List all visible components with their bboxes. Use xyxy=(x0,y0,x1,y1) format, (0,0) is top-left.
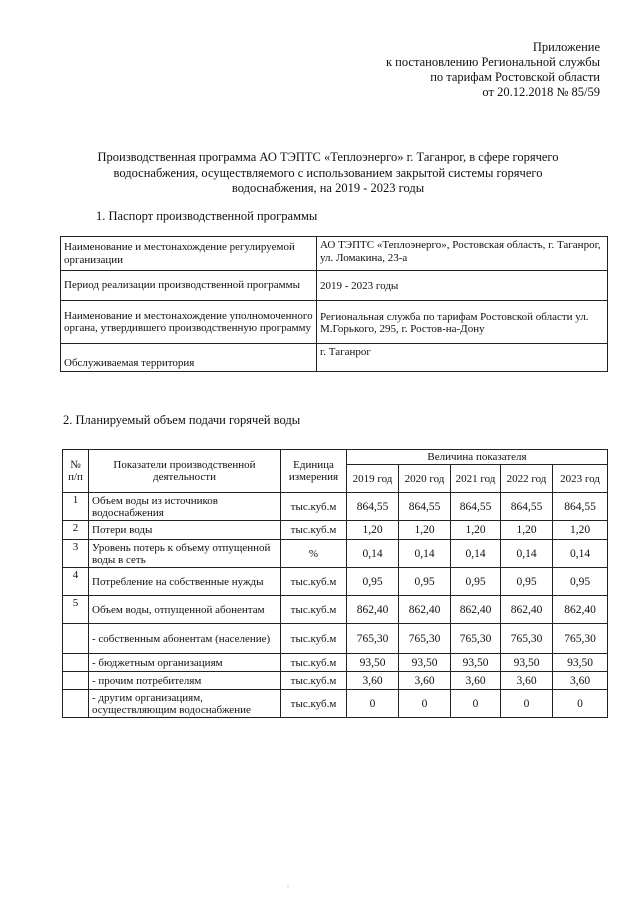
table-body xyxy=(63,493,608,718)
row-value: 864,55 xyxy=(347,493,399,521)
row-value: 93,50 xyxy=(347,654,399,672)
row-value: 862,40 xyxy=(501,596,553,624)
row-value: 0,95 xyxy=(347,568,399,596)
table-row xyxy=(63,624,608,654)
row-value: 0,14 xyxy=(399,540,451,568)
row-value: 0,14 xyxy=(451,540,501,568)
row-value: 765,30 xyxy=(451,624,501,654)
row-number: 5 xyxy=(63,596,89,624)
row-value: 0 xyxy=(347,690,399,718)
row-number: 3 xyxy=(63,540,89,568)
appendix-line: Приложение xyxy=(532,40,600,54)
col-header-year: 2022 год xyxy=(501,465,553,493)
row-indicator: Уровень потерь к объему отпущенной воды в сеть xyxy=(89,540,281,568)
col-header-year: 2023 год xyxy=(553,465,608,493)
row-value: 1,20 xyxy=(399,521,451,540)
row-value: 864,55 xyxy=(399,493,451,521)
section-2-heading: 2. Планируемый объем подачи горячей воды xyxy=(63,413,301,427)
row-value: 0,95 xyxy=(501,568,553,596)
table-row xyxy=(63,540,608,568)
table-row xyxy=(63,596,608,624)
row-unit: тыс.куб.м xyxy=(281,493,347,521)
row-value: 0 xyxy=(399,690,451,718)
passport-label: Период реализации производственной программы xyxy=(61,271,317,301)
row-indicator: Потери воды xyxy=(89,521,281,540)
passport-row xyxy=(61,344,608,372)
table-row xyxy=(63,690,608,718)
appendix-date: от 20.12.2018 № 85/59 xyxy=(482,85,600,99)
row-value: 3,60 xyxy=(347,672,399,690)
row-value: 862,40 xyxy=(347,596,399,624)
row-value: 862,40 xyxy=(451,596,501,624)
row-unit: тыс.куб.м xyxy=(281,672,347,690)
row-value: 1,20 xyxy=(451,521,501,540)
row-value: 3,60 xyxy=(553,672,608,690)
row-value: 93,50 xyxy=(553,654,608,672)
passport-row xyxy=(61,271,608,301)
row-value: 0,14 xyxy=(347,540,399,568)
row-value: 0,95 xyxy=(451,568,501,596)
row-indicator: Объем воды, отпущенной абонентам xyxy=(89,596,281,624)
row-value: 93,50 xyxy=(399,654,451,672)
row-value: 864,55 xyxy=(501,493,553,521)
appendix-line: к постановлению Региональной службы xyxy=(385,55,600,69)
row-value: 864,55 xyxy=(553,493,608,521)
row-value: 0,95 xyxy=(553,568,608,596)
row-number xyxy=(63,672,89,690)
row-value: 0,95 xyxy=(399,568,451,596)
col-header-year: 2020 год xyxy=(399,465,451,493)
table-row xyxy=(63,493,608,521)
row-indicator: - собственным абонентам (население) xyxy=(89,624,281,654)
table-row xyxy=(63,672,608,690)
row-value: 1,20 xyxy=(553,521,608,540)
row-value: 3,60 xyxy=(501,672,553,690)
row-value: 1,20 xyxy=(501,521,553,540)
col-header-indicator: Показатели производственной деятельности xyxy=(89,450,281,493)
row-unit: тыс.куб.м xyxy=(281,568,347,596)
row-value: 862,40 xyxy=(399,596,451,624)
water-volume-table xyxy=(62,449,608,718)
appendix-line: по тарифам Ростовской области xyxy=(430,70,600,84)
row-indicator: - другим организациям, осуществляющим водоснабжение xyxy=(89,690,281,718)
table-row xyxy=(63,654,608,672)
row-indicator: Потребление на собственные нужды xyxy=(89,568,281,596)
passport-value: г. Таганрог xyxy=(317,344,608,372)
row-value: 862,40 xyxy=(553,596,608,624)
col-header-year: 2021 год xyxy=(451,465,501,493)
row-number: 4 xyxy=(63,568,89,596)
row-value: 864,55 xyxy=(451,493,501,521)
row-unit: тыс.куб.м xyxy=(281,521,347,540)
row-value: 765,30 xyxy=(553,624,608,654)
passport-value: 2019 - 2023 годы xyxy=(317,271,608,301)
row-unit: тыс.куб.м xyxy=(281,654,347,672)
row-number xyxy=(63,654,89,672)
row-value: 765,30 xyxy=(399,624,451,654)
passport-row xyxy=(61,237,608,271)
row-indicator: - бюджетным организациям xyxy=(89,654,281,672)
header-row xyxy=(63,450,608,465)
col-header-num: № п/п xyxy=(63,450,89,493)
passport-value: Региональная служба по тарифам Ростовской области ул. М.Горького, 295, г. Ростов-на-Дону xyxy=(317,301,608,344)
col-header-unit: Единица измерения xyxy=(281,450,347,493)
row-value: 0,14 xyxy=(501,540,553,568)
appendix-block xyxy=(386,40,600,100)
row-value: 3,60 xyxy=(451,672,501,690)
passport-label: Наименование и местонахождение регулируемой организации xyxy=(61,237,317,271)
row-value: 1,20 xyxy=(347,521,399,540)
document-title: Производственная программа АО ТЭПТС «Теплоэнерго» г. Таганрог, в сфере горячего водоснабжения, осуществляемого с использованием закрытой системы горячего водоснабжения, на 2019 - 2023 годы xyxy=(97,150,559,195)
table-row xyxy=(63,521,608,540)
row-number: 2 xyxy=(63,521,89,540)
row-value: 765,30 xyxy=(347,624,399,654)
row-number xyxy=(63,624,89,654)
row-indicator: - прочим потребителям xyxy=(89,672,281,690)
row-number xyxy=(63,690,89,718)
row-value: 0 xyxy=(451,690,501,718)
row-value: 0 xyxy=(553,690,608,718)
passport-value: АО ТЭПТС «Теплоэнерго», Ростовская область, г. Таганрог, ул. Ломакина, 23-а xyxy=(317,237,608,271)
row-unit: тыс.куб.м xyxy=(281,596,347,624)
row-number: 1 xyxy=(63,493,89,521)
col-header-year: 2019 год xyxy=(347,465,399,493)
footer-mark: . xyxy=(287,880,289,889)
table-row xyxy=(63,568,608,596)
row-indicator: Объем воды из источников водоснабжения xyxy=(89,493,281,521)
passport-label: Обслуживаемая территория xyxy=(61,344,317,372)
row-value: 93,50 xyxy=(501,654,553,672)
row-value: 0,14 xyxy=(553,540,608,568)
passport-table xyxy=(60,236,608,372)
row-unit: тыс.куб.м xyxy=(281,624,347,654)
row-value: 93,50 xyxy=(451,654,501,672)
row-value: 0 xyxy=(501,690,553,718)
col-header-magnitude: Величина показателя xyxy=(347,450,608,465)
row-value: 765,30 xyxy=(501,624,553,654)
row-value: 3,60 xyxy=(399,672,451,690)
row-unit: % xyxy=(281,540,347,568)
section-1-heading: 1. Паспорт производственной программы xyxy=(96,209,318,223)
row-unit: тыс.куб.м xyxy=(281,690,347,718)
passport-label: Наименование и местонахождение уполномоченного органа, утвердившего производственную программу xyxy=(61,301,317,344)
passport-row xyxy=(61,301,608,344)
